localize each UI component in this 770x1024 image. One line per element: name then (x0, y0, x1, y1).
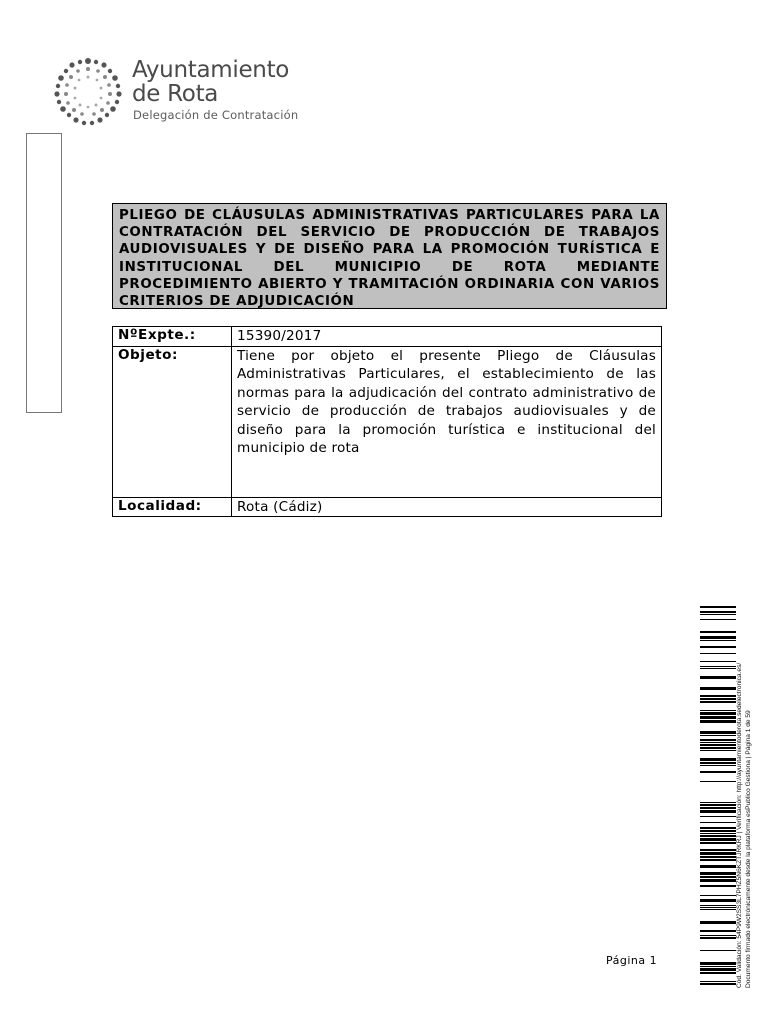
expte-value: 15390/2017 (232, 327, 662, 347)
logo (50, 56, 320, 128)
expte-label: NºExpte.: (113, 327, 232, 347)
objeto-value: Tiene por objeto el presente Pliego de Cláusulas Administrativas Particulares, el establecimiento de las normas para la adjudicación del contrato administrativo de servicio de producción de trabajos audiovisuales y de diseño para la promoción turística e institucional del municipio de rota (232, 346, 662, 497)
logo-title (132, 58, 289, 106)
margin-box (26, 133, 62, 413)
localidad-label: Localidad: (113, 497, 232, 517)
table-row (113, 346, 662, 497)
table-row (113, 497, 662, 517)
verification-text (735, 648, 753, 988)
verification-line-2: Documento firmado electrónicamente desde la plataforma esPublico Gestiona | Página 1 de 59 (745, 710, 752, 988)
ayuntamiento-emblem-icon (50, 56, 126, 128)
table-row (113, 327, 662, 347)
logo-title-line2: de Rota (132, 81, 219, 107)
logo-title-line1: Ayuntamiento (132, 57, 290, 83)
barcode (700, 606, 736, 988)
page-number: Página 1 (606, 954, 658, 967)
document-title-box (112, 203, 667, 309)
verification-line-1: Cód. Validación: 54P9W2SS3L7PHZ5N6KZTJRKRJ | Verificación: http://ayuntamientoderota.sedelectronica.es/ (736, 662, 743, 988)
logo-subtitle: Delegación de Contratación (133, 108, 299, 122)
document-title: PLIEGO DE CLÁUSULAS ADMINISTRATIVAS PARTICULARES PARA LA CONTRATACIÓN DEL SERVICIO DE PRODUCCIÓN DE TRABAJOS AUDIOVISUALES Y DE DISEÑO PARA LA PROMOCIÓN TURÍSTICA E INSTITUCIONAL DEL MUNICIPIO DE ROTA MEDIANTE PROCEDIMIENTO ABIERTO Y TRAMITACIÓN ORDINARIA CON VARIOS CRITERIOS DE ADJUDICACIÓN (119, 208, 660, 310)
objeto-label: Objeto: (113, 346, 232, 497)
expediente-info-table (112, 326, 662, 517)
localidad-value: Rota (Cádiz) (232, 497, 662, 517)
